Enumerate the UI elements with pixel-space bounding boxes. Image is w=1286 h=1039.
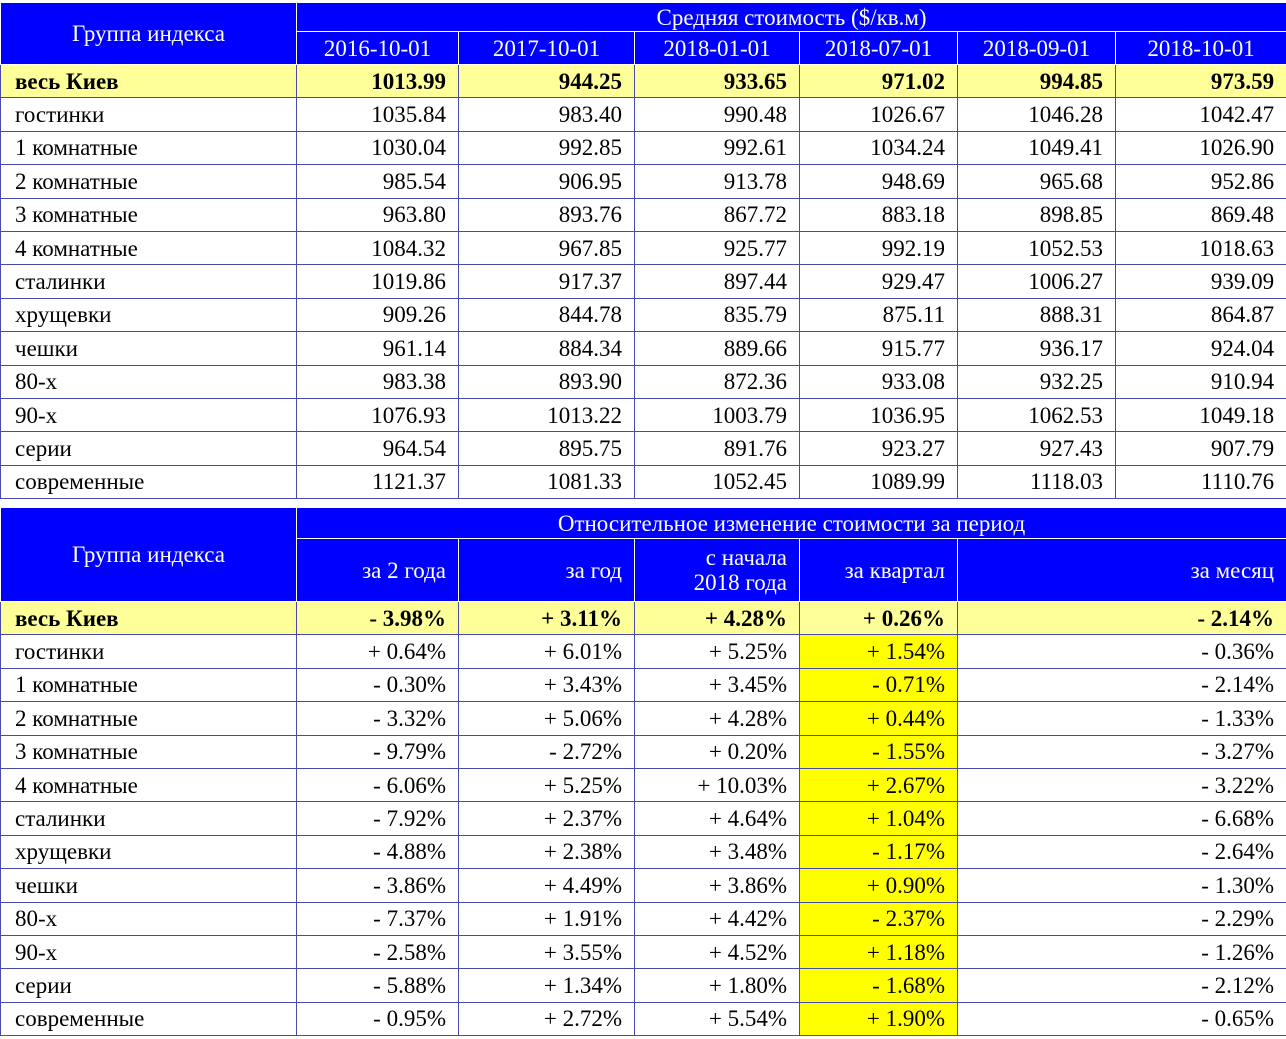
table-row [1, 131, 1286, 164]
table-cell: 923.27 [800, 432, 958, 465]
table-cell: - 1.30% [958, 869, 1286, 902]
price-col-header: 2016-10-01 [297, 32, 459, 65]
table-cell: 1042.47 [1116, 98, 1286, 131]
table-cell: - 0.30% [297, 668, 459, 701]
table-cell: + 5.06% [459, 702, 635, 735]
table-row [1, 668, 1286, 701]
table-cell: 971.02 [800, 65, 958, 98]
table-cell: 932.25 [958, 365, 1116, 398]
table-cell: - 1.33% [958, 702, 1286, 735]
table-cell: 929.47 [800, 265, 958, 298]
row-label: чешки [1, 869, 297, 902]
table-row [1, 65, 1286, 98]
table-cell: + 3.45% [635, 668, 800, 701]
row-label: 80-х [1, 902, 297, 935]
row-label: 1 комнатные [1, 668, 297, 701]
table-cell: + 2.72% [459, 1002, 635, 1035]
table-cell: 1076.93 [297, 398, 459, 431]
table-cell: 1035.84 [297, 98, 459, 131]
row-label: 3 комнатные [1, 198, 297, 231]
table-cell: 973.59 [1116, 65, 1286, 98]
table-cell: 1118.03 [958, 465, 1116, 498]
price-group-header: Группа индекса [1, 3, 297, 65]
table-row [1, 1002, 1286, 1035]
table-cell: 1019.86 [297, 265, 459, 298]
table-cell: 963.80 [297, 198, 459, 231]
table-cell: 948.69 [800, 165, 958, 198]
table-cell: - 0.36% [958, 635, 1286, 668]
price-col-header: 2018-10-01 [1116, 32, 1286, 65]
table-cell: + 1.91% [459, 902, 635, 935]
table-cell: 1052.45 [635, 465, 800, 498]
table-cell: - 0.71% [800, 668, 958, 701]
table-cell: + 5.54% [635, 1002, 800, 1035]
table-cell: 983.40 [459, 98, 635, 131]
table-cell: + 6.01% [459, 635, 635, 668]
table-cell: - 1.68% [800, 969, 958, 1002]
table-cell: 915.77 [800, 332, 958, 365]
row-label: гостинки [1, 635, 297, 668]
row-label: 80-х [1, 365, 297, 398]
table-cell: 1081.33 [459, 465, 635, 498]
table-cell: - 3.98% [297, 602, 459, 635]
table-cell: + 1.34% [459, 969, 635, 1002]
table-cell: 1006.27 [958, 265, 1116, 298]
table-cell: 1030.04 [297, 131, 459, 164]
table-cell: 913.78 [635, 165, 800, 198]
table-row [1, 902, 1286, 935]
price-table-title: Средняя стоимость ($/кв.м) [297, 3, 1286, 32]
table-row [1, 165, 1286, 198]
table-cell: 869.48 [1116, 198, 1286, 231]
table-cell: 1049.18 [1116, 398, 1286, 431]
table-cell: 1003.79 [635, 398, 800, 431]
row-label: 3 комнатные [1, 735, 297, 768]
table-cell: 933.65 [635, 65, 800, 98]
table-cell: 933.08 [800, 365, 958, 398]
table-cell: 889.66 [635, 332, 800, 365]
table-cell: 1049.41 [958, 131, 1116, 164]
table-cell: - 2.72% [459, 735, 635, 768]
row-label: сталинки [1, 265, 297, 298]
table-cell: - 2.37% [800, 902, 958, 935]
table-cell: 884.34 [459, 332, 635, 365]
table-row [1, 735, 1286, 768]
table-cell: - 7.37% [297, 902, 459, 935]
table-cell: 898.85 [958, 198, 1116, 231]
table-cell: 1046.28 [958, 98, 1116, 131]
change-table [0, 507, 1286, 1036]
change-table-title: Относительное изменение стоимости за период [297, 508, 1286, 539]
table-cell: 994.85 [958, 65, 1116, 98]
table-cell: + 1.90% [800, 1002, 958, 1035]
row-label: серии [1, 432, 297, 465]
table-cell: 964.54 [297, 432, 459, 465]
row-label: 4 комнатные [1, 768, 297, 801]
table-cell: + 4.64% [635, 802, 800, 835]
table-cell: + 4.28% [635, 702, 800, 735]
table-cell: + 0.64% [297, 635, 459, 668]
table-cell: - 6.06% [297, 768, 459, 801]
table-cell: 888.31 [958, 298, 1116, 331]
table-cell: + 4.52% [635, 935, 800, 968]
row-label: хрущевки [1, 298, 297, 331]
table-row [1, 365, 1286, 398]
table-cell: 893.76 [459, 198, 635, 231]
table-cell: 985.54 [297, 165, 459, 198]
table-row [1, 702, 1286, 735]
table-row [1, 198, 1286, 231]
table-cell: - 3.27% [958, 735, 1286, 768]
row-label: чешки [1, 332, 297, 365]
table-cell: 944.25 [459, 65, 635, 98]
price-col-header: 2018-09-01 [958, 32, 1116, 65]
table-cell: + 2.67% [800, 768, 958, 801]
change-col-header-month: за месяц [958, 539, 1286, 602]
table-cell: - 5.88% [297, 969, 459, 1002]
table-cell: + 2.37% [459, 802, 635, 835]
table-cell: 907.79 [1116, 432, 1286, 465]
table-cell: 906.95 [459, 165, 635, 198]
table-cell: 844.78 [459, 298, 635, 331]
table-cell: 909.26 [297, 298, 459, 331]
price-table [0, 2, 1286, 499]
table-cell: + 0.44% [800, 702, 958, 735]
price-col-header: 2017-10-01 [459, 32, 635, 65]
table-cell: 925.77 [635, 231, 800, 264]
table-row [1, 602, 1286, 635]
table-cell: 924.04 [1116, 332, 1286, 365]
price-col-header: 2018-07-01 [800, 32, 958, 65]
table-cell: - 1.17% [800, 835, 958, 868]
table-row [1, 398, 1286, 431]
table-cell: 872.36 [635, 365, 800, 398]
table-cell: 936.17 [958, 332, 1116, 365]
table-row [1, 265, 1286, 298]
row-label: 90-х [1, 398, 297, 431]
table-cell: - 2.29% [958, 902, 1286, 935]
table-cell: + 4.28% [635, 602, 800, 635]
table-cell: - 7.92% [297, 802, 459, 835]
table-cell: 939.09 [1116, 265, 1286, 298]
row-label: 2 комнатные [1, 702, 297, 735]
table-cell: - 9.79% [297, 735, 459, 768]
table-cell: 1034.24 [800, 131, 958, 164]
table-cell: 983.38 [297, 365, 459, 398]
table-cell: - 1.55% [800, 735, 958, 768]
table-cell: 1052.53 [958, 231, 1116, 264]
table-cell: + 0.90% [800, 869, 958, 902]
table-cell: - 0.65% [958, 1002, 1286, 1035]
table-row [1, 635, 1286, 668]
table-cell: 883.18 [800, 198, 958, 231]
table-cell: + 0.26% [800, 602, 958, 635]
table-row [1, 802, 1286, 835]
table-cell: 1018.63 [1116, 231, 1286, 264]
table-cell: + 4.49% [459, 869, 635, 902]
table-cell: 1026.67 [800, 98, 958, 131]
change-col-header-quarter: за квартал [800, 539, 958, 602]
table-cell: 1026.90 [1116, 131, 1286, 164]
table-cell: + 5.25% [635, 635, 800, 668]
table-cell: - 3.86% [297, 869, 459, 902]
table-cell: + 3.55% [459, 935, 635, 968]
change-group-header: Группа индекса [1, 508, 297, 602]
table-cell: + 3.43% [459, 668, 635, 701]
table-cell: - 4.88% [297, 835, 459, 868]
table-cell: 1062.53 [958, 398, 1116, 431]
change-col-header-2y: за 2 года [297, 539, 459, 602]
row-label: весь Киев [1, 602, 297, 635]
table-cell: 1089.99 [800, 465, 958, 498]
table-row [1, 432, 1286, 465]
table-cell: 952.86 [1116, 165, 1286, 198]
table-cell: 1084.32 [297, 231, 459, 264]
table-cell: + 3.11% [459, 602, 635, 635]
table-cell: + 3.86% [635, 869, 800, 902]
table-cell: - 2.14% [958, 602, 1286, 635]
change-col-header-ytd [635, 539, 800, 602]
table-cell: + 1.54% [800, 635, 958, 668]
change-col-header-ytd-line1: с начала [705, 544, 787, 570]
table-cell: 867.72 [635, 198, 800, 231]
table-row [1, 98, 1286, 131]
table-cell: - 3.32% [297, 702, 459, 735]
table-cell: + 3.48% [635, 835, 800, 868]
row-label: сталинки [1, 802, 297, 835]
table-cell: + 0.20% [635, 735, 800, 768]
table-cell: + 1.80% [635, 969, 800, 1002]
row-label: серии [1, 969, 297, 1002]
table-cell: 1121.37 [297, 465, 459, 498]
table-row [1, 768, 1286, 801]
table-cell: 990.48 [635, 98, 800, 131]
table-cell: 864.87 [1116, 298, 1286, 331]
table-row [1, 935, 1286, 968]
table-cell: + 4.42% [635, 902, 800, 935]
row-label: 1 комнатные [1, 131, 297, 164]
table-row [1, 869, 1286, 902]
table-cell: - 2.64% [958, 835, 1286, 868]
table-cell: 965.68 [958, 165, 1116, 198]
table-cell: - 0.95% [297, 1002, 459, 1035]
row-label: хрущевки [1, 835, 297, 868]
table-cell: 835.79 [635, 298, 800, 331]
table-cell: - 2.14% [958, 668, 1286, 701]
table-cell: - 2.58% [297, 935, 459, 968]
table-cell: - 2.12% [958, 969, 1286, 1002]
table-cell: 1110.76 [1116, 465, 1286, 498]
table-cell: - 6.68% [958, 802, 1286, 835]
change-col-header-1y: за год [459, 539, 635, 602]
table-cell: 917.37 [459, 265, 635, 298]
change-col-header-ytd-line2: 2018 года [693, 570, 787, 595]
table-cell: + 10.03% [635, 768, 800, 801]
table-cell: 992.85 [459, 131, 635, 164]
table-cell: - 1.26% [958, 935, 1286, 968]
table-cell: 891.76 [635, 432, 800, 465]
row-label: современные [1, 465, 297, 498]
table-cell: 961.14 [297, 332, 459, 365]
price-col-header: 2018-01-01 [635, 32, 800, 65]
table-row [1, 465, 1286, 498]
table-cell: 992.61 [635, 131, 800, 164]
table-cell: + 1.04% [800, 802, 958, 835]
table-cell: 893.90 [459, 365, 635, 398]
table-cell: - 3.22% [958, 768, 1286, 801]
table-cell: 992.19 [800, 231, 958, 264]
row-label: весь Киев [1, 65, 297, 98]
table-row [1, 969, 1286, 1002]
table-row [1, 231, 1286, 264]
table-cell: 1013.22 [459, 398, 635, 431]
row-label: 2 комнатные [1, 165, 297, 198]
table-row [1, 835, 1286, 868]
table-cell: 967.85 [459, 231, 635, 264]
table-row [1, 332, 1286, 365]
table-cell: 897.44 [635, 265, 800, 298]
row-label: 90-х [1, 935, 297, 968]
table-cell: 910.94 [1116, 365, 1286, 398]
row-label: гостинки [1, 98, 297, 131]
table-cell: 875.11 [800, 298, 958, 331]
table-cell: + 2.38% [459, 835, 635, 868]
table-cell: + 5.25% [459, 768, 635, 801]
table-cell: 1036.95 [800, 398, 958, 431]
row-label: современные [1, 1002, 297, 1035]
table-cell: 895.75 [459, 432, 635, 465]
table-row [1, 298, 1286, 331]
row-label: 4 комнатные [1, 231, 297, 264]
table-cell: + 1.18% [800, 935, 958, 968]
table-cell: 1013.99 [297, 65, 459, 98]
table-cell: 927.43 [958, 432, 1116, 465]
